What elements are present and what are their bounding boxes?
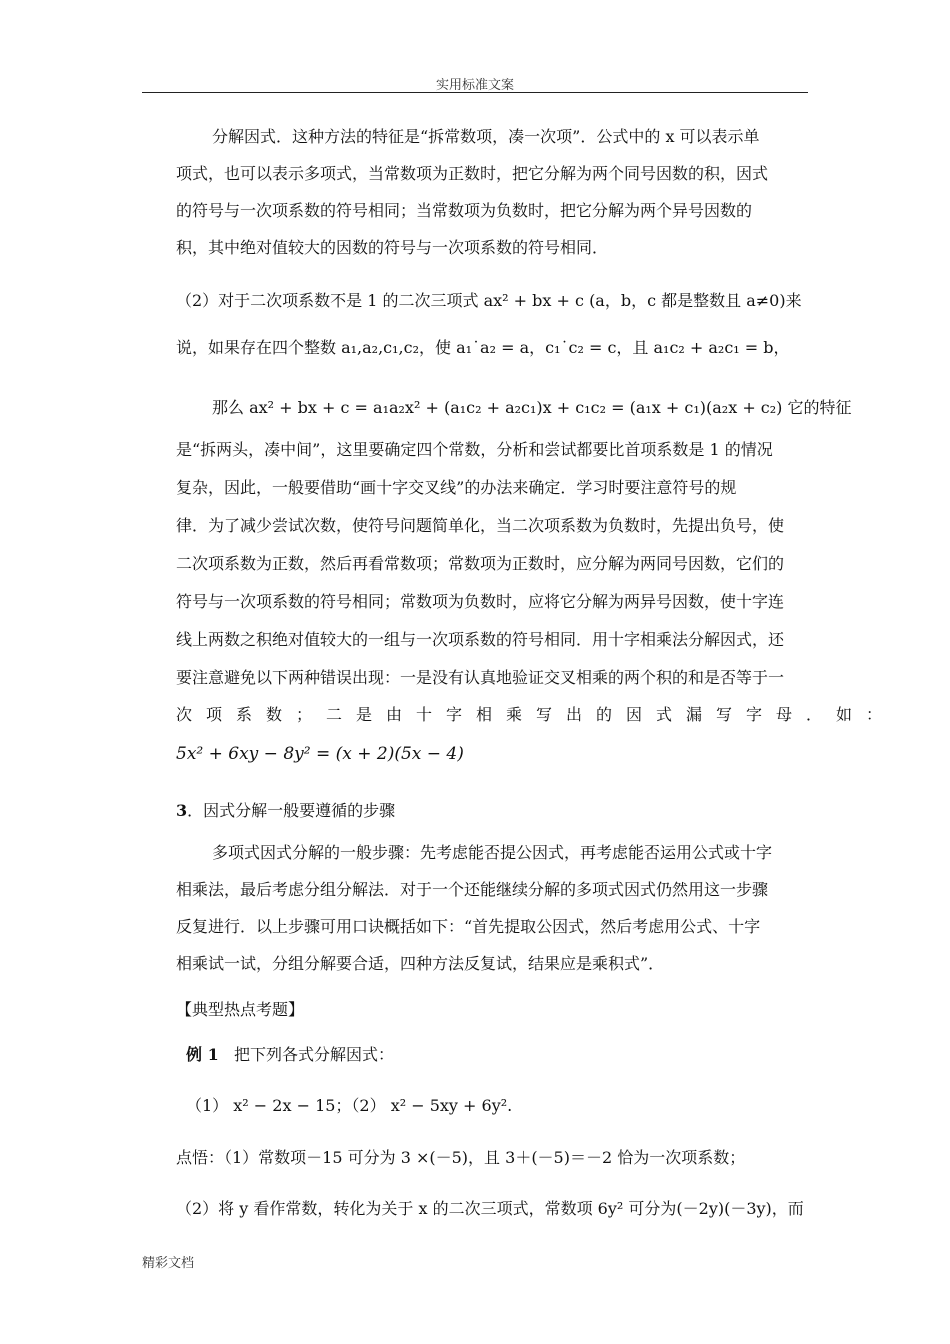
example-1-heading bbox=[186, 1045, 394, 1065]
p3-line-3: 复杂，因此，一般要借助“画十字交叉线”的办法来确定．学习时要注意符号的规 bbox=[176, 478, 737, 497]
hint-line-2: （2）将 y 看作常数，转化为关于 x 的二次三项式，常数项 6y² 可分为(－2y)(－3y)，而 bbox=[176, 1199, 804, 1218]
example-1-label: 例 1 bbox=[186, 1045, 219, 1064]
p3-line-2: 是“拆两头，凑中间”，这里要确定四个常数，分析和尝试都要比首项系数是 1 的情况 bbox=[176, 440, 773, 459]
example-1-text: 把下列各式分解因式： bbox=[233, 1045, 394, 1064]
page-footer: 精彩文档 bbox=[142, 1256, 195, 1271]
section-3-number: 3 bbox=[176, 801, 188, 820]
p1-line-2: 项式，也可以表示多项式，当常数项为正数时，把它分解为两个同号因数的积，因式 bbox=[176, 164, 769, 183]
hot-topics-title: 【典型热点考题】 bbox=[176, 1000, 305, 1019]
example-formula: 5x² + 6xy − 8y² = (x + 2)(5x − 4) bbox=[176, 744, 464, 764]
section-3-heading bbox=[176, 801, 395, 821]
p3-line-8: 要注意避免以下两种错误出现：一是没有认真地验证交叉相乘的两个积的和是否等于一 bbox=[176, 668, 785, 687]
p4-line-2: 相乘法，最后考虑分组分解法．对于一个还能继续分解的多项式因式仍然用这一步骤 bbox=[176, 880, 769, 899]
section-3-title: ．因式分解一般要遵循的步骤 bbox=[187, 801, 396, 820]
p1-line-1: 分解因式．这种方法的特征是“拆常数项，凑一次项”．公式中的 x 可以表示单 bbox=[212, 127, 760, 146]
p1-line-4: 积，其中绝对值较大的因数的符号与一次项系数的符号相同． bbox=[176, 238, 609, 257]
hint-line-1: 点悟：（1）常数项－15 可分为 3 ×(－5)，且 3＋(－5)＝－2 恰为一次项系数； bbox=[176, 1148, 746, 1167]
p2-line-1: （2）对于二次项系数不是 1 的二次三项式 ax² + bx + c (a，b，c 都是整数且 a≠0)来 bbox=[176, 291, 802, 310]
p3-line-1: 那么 ax² + bx + c = a₁a₂x² + (a₁c₂ + a₂c₁)x + c₁c₂ = (a₁x + c₁)(a₂x + c₂) 它的特征 bbox=[212, 398, 852, 417]
p4-line-4: 相乘试一试，分组分解要合适，四种方法反复试，结果应是乘积式”． bbox=[176, 954, 665, 973]
p4-line-1: 多项式因式分解的一般步骤：先考虑能否提公因式，再考虑能否运用公式或十字 bbox=[212, 843, 773, 862]
p3-line-9: 次项系数；二是由十字相乘写出的因式漏写字母．如： bbox=[176, 705, 897, 724]
p3-line-5: 二次项系数为正数，然后再看常数项；常数项为正数时，应分解为两同号因数，它们的 bbox=[176, 554, 785, 573]
header-rule bbox=[142, 92, 808, 93]
example-1-items: （1） x² − 2x − 15；（2） x² − 5xy + 6y². bbox=[186, 1096, 513, 1115]
page-header: 实用标准文案 bbox=[435, 78, 514, 93]
p3-line-4: 律．为了减少尝试次数，使符号问题简单化，当二次项系数为负数时，先提出负号，使 bbox=[176, 516, 785, 535]
p1-line-3: 的符号与一次项系数的符号相同；当常数项为负数时，把它分解为两个异号因数的 bbox=[176, 201, 753, 220]
p3-line-6: 符号与一次项系数的符号相同；常数项为负数时，应将它分解为两异号因数，使十字连 bbox=[176, 592, 785, 611]
p4-line-3: 反复进行．以上步骤可用口诀概括如下：“首先提取公因式，然后考虑用公式、十字 bbox=[176, 917, 761, 936]
p3-line-7: 线上两数之积绝对值较大的一组与一次项系数的符号相同．用十字相乘法分解因式，还 bbox=[176, 630, 785, 649]
p2-line-2: 说，如果存在四个整数 a₁,a₂,c₁,c₂，使 a₁˙a₂ = a，c₁˙c₂ = c，且 a₁c₂ + a₂c₁ = b， bbox=[176, 338, 790, 357]
